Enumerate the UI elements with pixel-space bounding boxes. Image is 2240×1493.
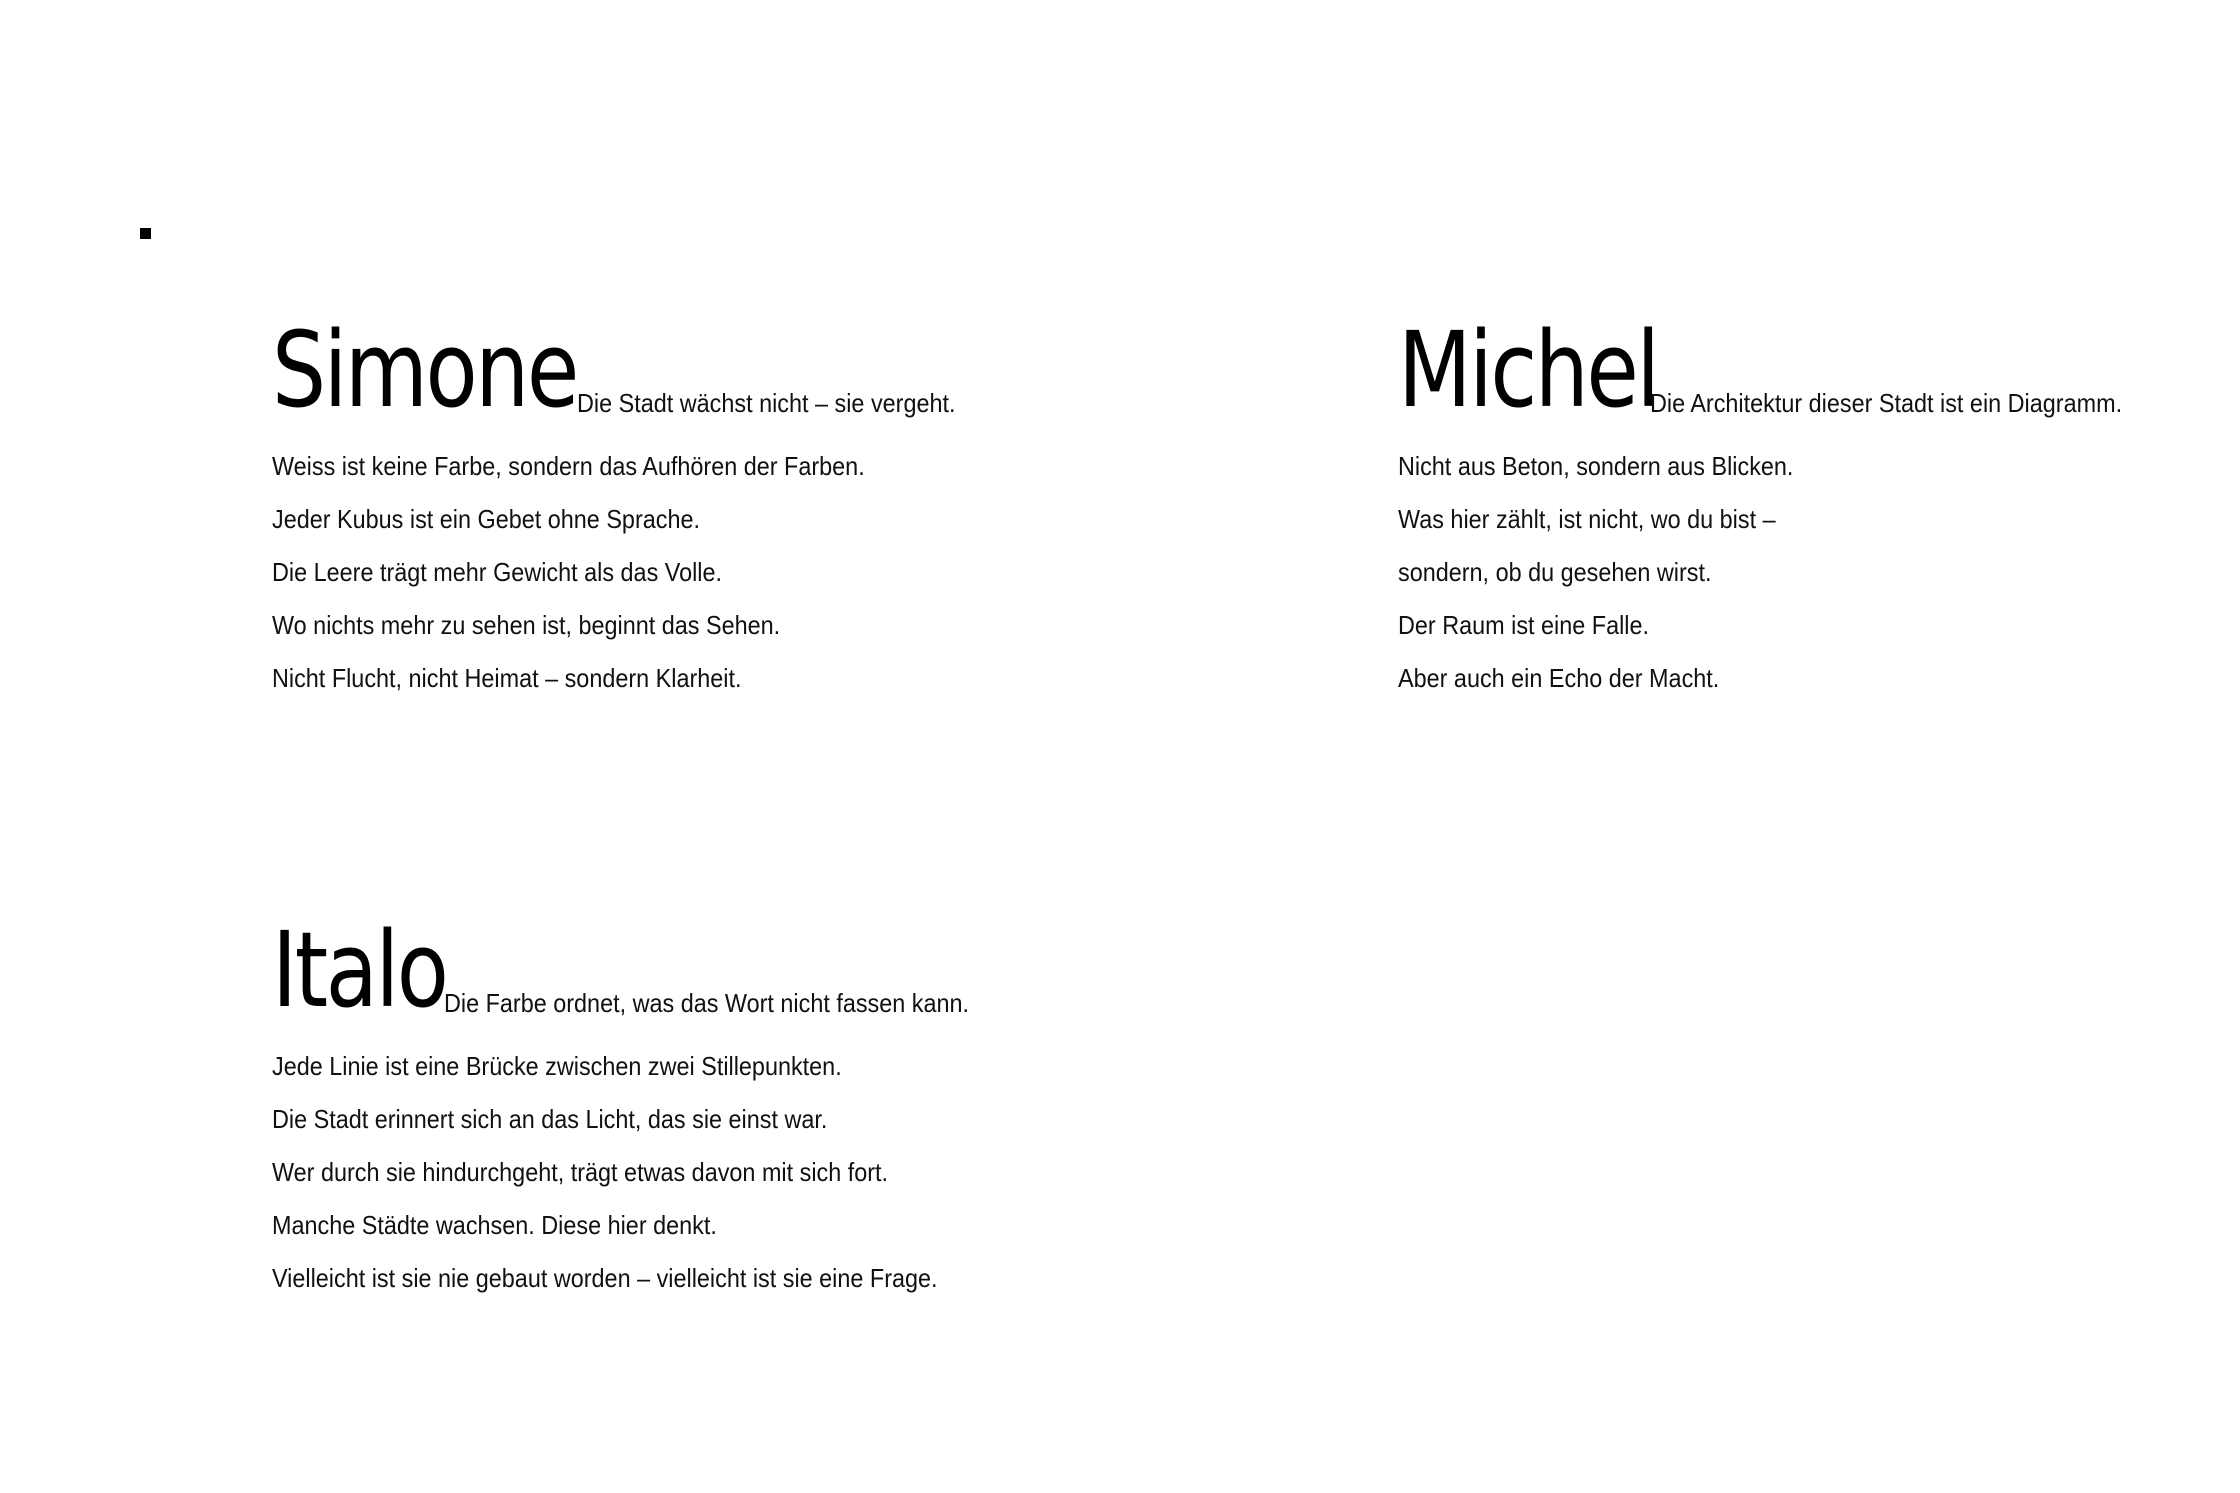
section-lines (272, 440, 1032, 705)
text-line: Nicht aus Beton, sondern aus Blicken. (1398, 451, 1794, 481)
section-name: Michel (1398, 309, 1658, 431)
text-line: Was hier zählt, ist nicht, wo du bist – (1398, 504, 1776, 534)
section-name: Simone (272, 309, 577, 431)
text-line: Wo nichts mehr zu sehen ist, beginnt das Sehen. (272, 610, 781, 640)
section-lines (272, 1040, 1032, 1305)
text-line: Der Raum ist eine Falle. (1398, 610, 1650, 640)
text-line: Wer durch sie hindurchgeht, trägt etwas davon mit sich fort. (272, 1157, 889, 1187)
text-line: Die Stadt erinnert sich an das Licht, das sie einst war. (272, 1104, 828, 1134)
section-heading (1398, 309, 2198, 431)
section-intro: Die Farbe ordnet, was das Wort nicht fassen kann. (444, 988, 970, 1018)
text-line: Nicht Flucht, nicht Heimat – sondern Klarheit. (272, 663, 742, 693)
section-italo (272, 909, 1032, 1305)
text-line: Manche Städte wachsen. Diese hier denkt. (272, 1210, 717, 1240)
section-michel (1398, 309, 2198, 705)
section-heading (272, 909, 1032, 1031)
text-line: Weiss ist keine Farbe, sondern das Aufhören der Farben. (272, 451, 865, 481)
section-simone (272, 309, 1032, 705)
section-heading (272, 309, 1032, 431)
section-intro: Die Architektur dieser Stadt ist ein Diagramm. (1650, 388, 2123, 418)
text-line: sondern, ob du gesehen wirst. (1398, 557, 1712, 587)
text-line: Die Leere trägt mehr Gewicht als das Volle. (272, 557, 723, 587)
section-intro: Die Stadt wächst nicht – sie vergeht. (577, 388, 956, 418)
section-name: Italo (272, 909, 447, 1031)
text-line: Jeder Kubus ist ein Gebet ohne Sprache. (272, 504, 700, 534)
text-line: Jede Linie ist eine Brücke zwischen zwei Stillepunkten. (272, 1051, 842, 1081)
section-lines (1398, 440, 2198, 705)
text-line: Aber auch ein Echo der Macht. (1398, 663, 1720, 693)
text-line: Vielleicht ist sie nie gebaut worden – vielleicht ist sie eine Frage. (272, 1263, 938, 1293)
bullet-marker (140, 228, 151, 239)
